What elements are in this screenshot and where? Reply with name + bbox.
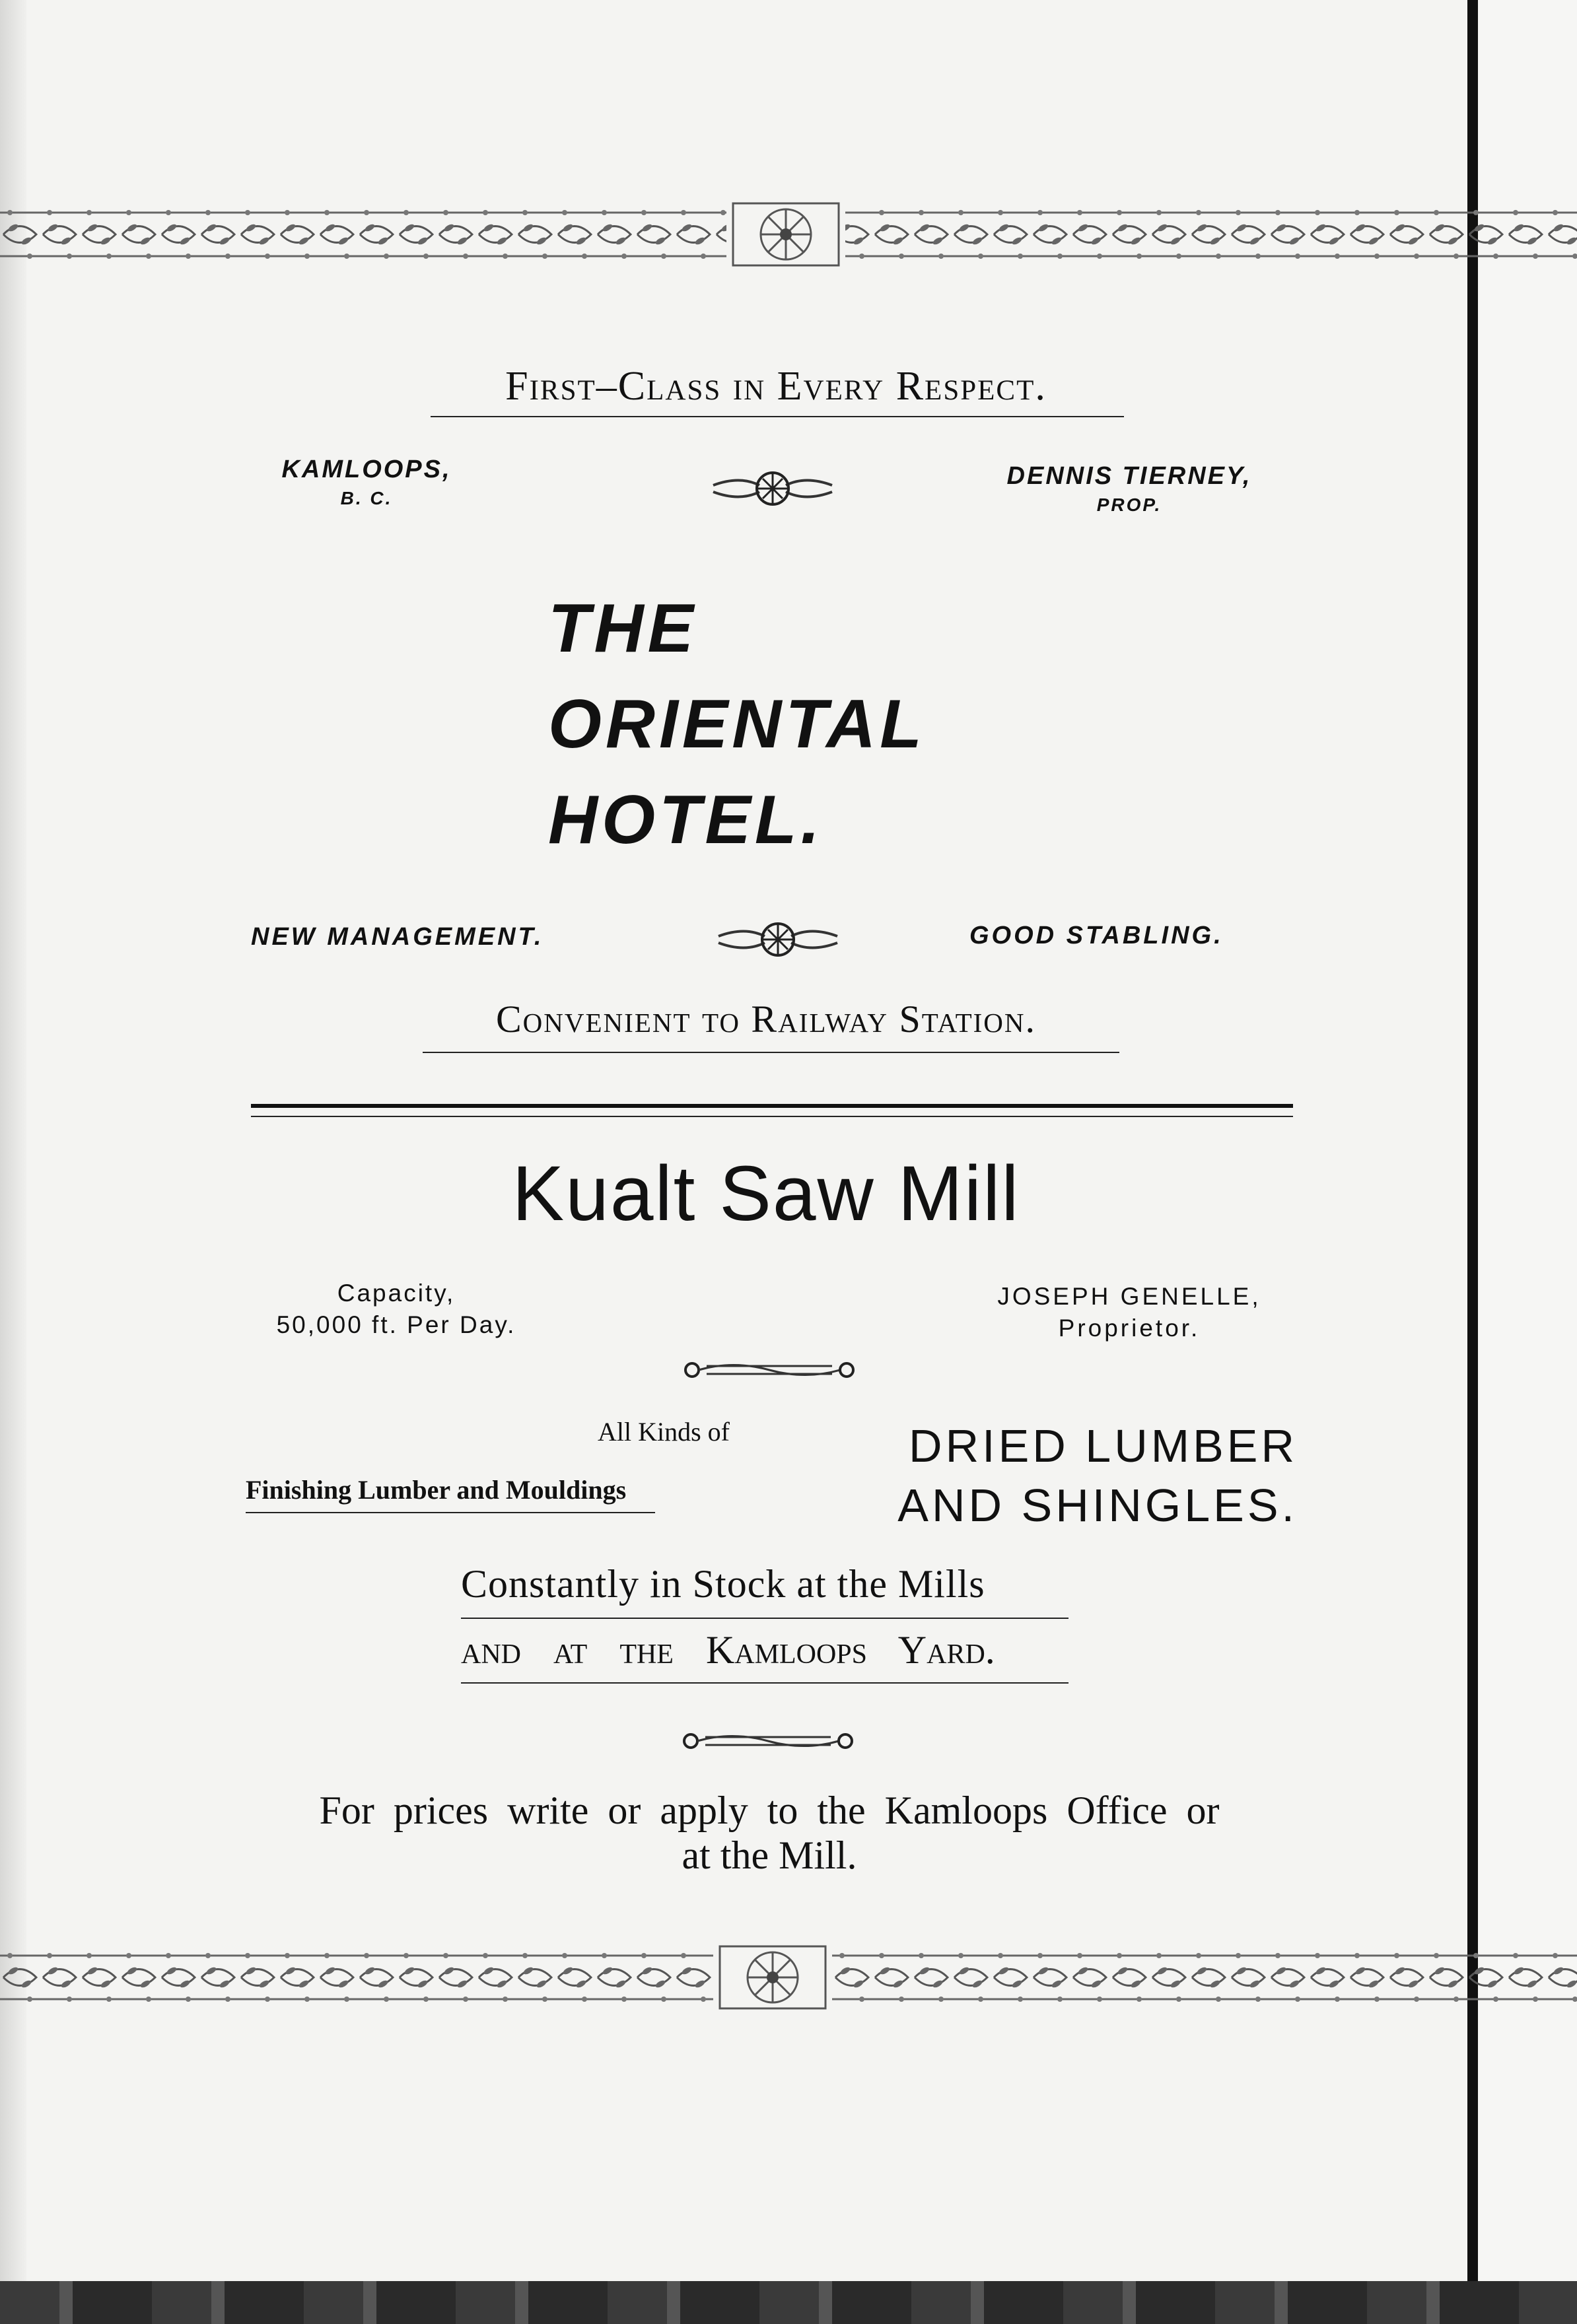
new-management-note: NEW MANAGEMENT. (251, 923, 544, 951)
top-ornamental-border (0, 198, 1577, 271)
prices-line2: at the Mill. (682, 1833, 857, 1877)
stock-line2: and at the Kamloops Yard. (461, 1628, 995, 1672)
bottom-ornamental-border (0, 1941, 1577, 2014)
prices-line1: For prices write or apply to the Kamloops Office or (319, 1789, 1220, 1832)
stock-underline1 (461, 1618, 1069, 1619)
scroll-ornament-middle (712, 916, 844, 963)
proprietor-line1: JOSEPH GENELLE, (997, 1283, 1261, 1310)
owner-line2: PROP. (1096, 495, 1162, 515)
hotel-owner (951, 462, 1308, 516)
hotel-location (254, 456, 479, 509)
finishing-underline (246, 1512, 655, 1513)
hotel-name (548, 581, 926, 868)
section-divider-thick (251, 1104, 1293, 1108)
mill-name: Kualt Saw Mill (512, 1150, 1020, 1237)
mill-capacity (238, 1278, 555, 1341)
finishing-lumber-label: Finishing Lumber and Mouldings (246, 1475, 627, 1505)
hotel-name-line2: ORIENTAL (548, 686, 926, 763)
book-bottom-edge (0, 2281, 1577, 2324)
scroll-ornament-mill-top (680, 1353, 859, 1386)
mill-proprietor (958, 1281, 1301, 1344)
owner-line1: DENNIS TIERNEY, (1006, 462, 1252, 490)
location-line2: B. C. (340, 488, 393, 508)
scroll-ornament-top (707, 465, 839, 512)
proprietor-line2: Proprietor. (1058, 1315, 1201, 1342)
prices-note (238, 1788, 1301, 1878)
dried-line2: AND SHINGLES. (897, 1480, 1298, 1531)
hotel-tagline: First–Class in Every Respect. (505, 364, 1047, 409)
capacity-line1: Capacity, (337, 1280, 456, 1307)
stock-underline2 (461, 1682, 1069, 1684)
location-line1: KAMLOOPS, (281, 456, 452, 483)
dried-lumber-heading (809, 1416, 1298, 1535)
hotel-name-line3: HOTEL. (548, 782, 824, 858)
dried-line1: DRIED LUMBER (909, 1420, 1298, 1472)
scroll-ornament-mill-bottom (679, 1725, 857, 1758)
hotel-name-line1: THE (548, 590, 697, 667)
good-stabling-note: GOOD STABLING. (969, 922, 1224, 949)
tagline-underline (431, 416, 1124, 417)
railway-station-note: Convenient to Railway Station. (496, 998, 1036, 1041)
railway-underline (423, 1052, 1119, 1053)
section-divider-thin (251, 1116, 1293, 1117)
capacity-line2: 50,000 ft. Per Day. (276, 1311, 516, 1338)
all-kinds-label: All Kinds of (598, 1417, 730, 1447)
stock-line1: Constantly in Stock at the Mills (461, 1562, 985, 1606)
